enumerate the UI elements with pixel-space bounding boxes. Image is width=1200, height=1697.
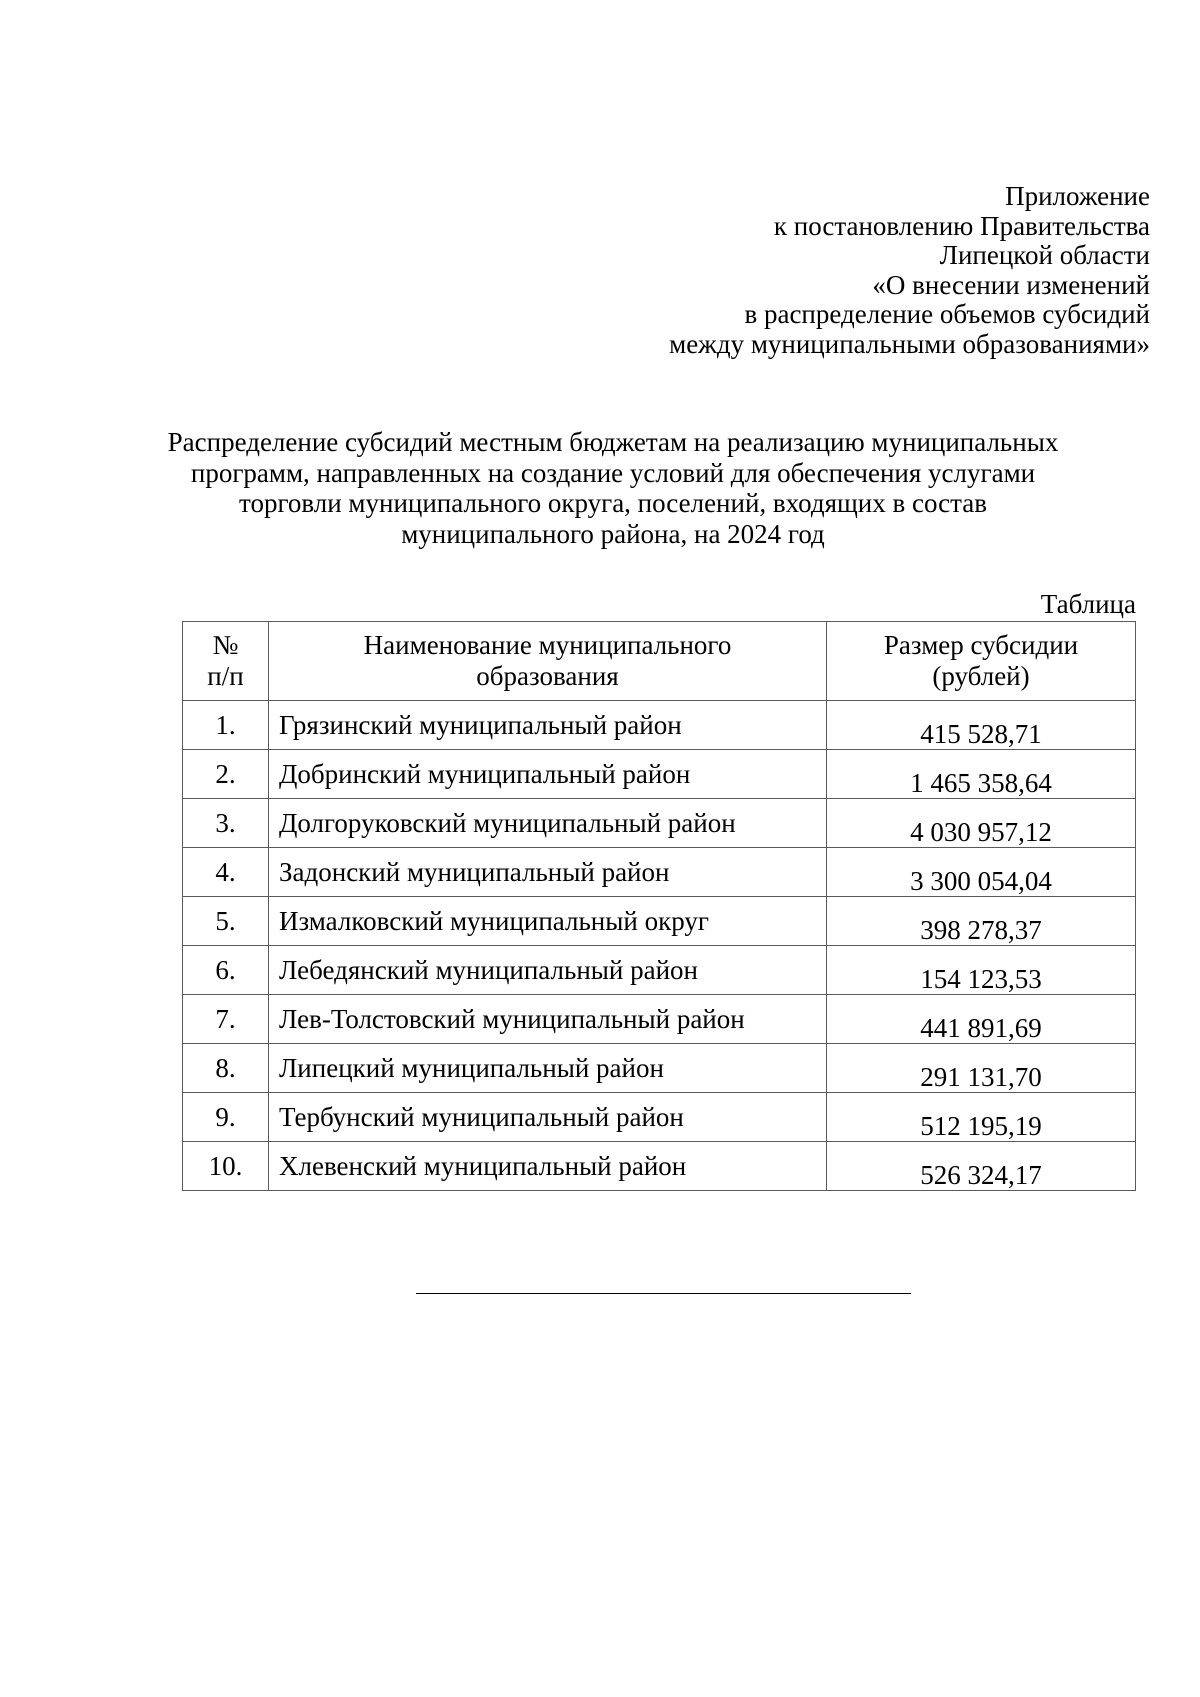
appendix-line: Приложение <box>1005 181 1150 211</box>
title-line: программ, направленных на создание условий для обеспечения услугами <box>190 457 1036 488</box>
title-line: Распределение субсидий местным бюджетам на реализацию муниципальных <box>167 427 1059 457</box>
municipality-name: Лев-Толстовский муниципальный район <box>269 995 827 1044</box>
table-row <box>183 701 1136 750</box>
header-municipality <box>269 622 827 701</box>
table-row <box>183 995 1136 1044</box>
table-row <box>183 799 1136 848</box>
subsidy-amount: 512 195,19 <box>827 1093 1136 1142</box>
row-number: 9. <box>183 1093 269 1142</box>
appendix-line: к постановлению Правительства <box>773 210 1150 241</box>
subsidy-amount: 4 030 957,12 <box>827 799 1136 848</box>
header-number-abbr: п/п <box>207 661 244 691</box>
municipality-name: Грязинский муниципальный район <box>269 701 827 750</box>
subsidy-amount: 154 123,53 <box>827 946 1136 995</box>
subsidy-amount: 3 300 054,04 <box>827 848 1136 897</box>
municipality-name: Липецкий муниципальный район <box>269 1044 827 1093</box>
subsidy-amount: 441 891,69 <box>827 995 1136 1044</box>
row-number: 4. <box>183 848 269 897</box>
row-number: 10. <box>183 1142 269 1191</box>
row-number: 2. <box>183 750 269 799</box>
municipality-name: Добринский муниципальный район <box>269 750 827 799</box>
header-amount <box>827 622 1136 701</box>
title-line: муниципального района, на 2024 год <box>401 518 825 549</box>
municipality-name: Лебедянский муниципальный район <box>269 946 827 995</box>
municipality-name: Измалковский муниципальный округ <box>269 897 827 946</box>
appendix-line: «О внесении изменений <box>872 269 1150 300</box>
closing-rule <box>416 1293 911 1294</box>
row-number: 6. <box>183 946 269 995</box>
appendix-line: в распределение объемов субсидий <box>744 299 1150 329</box>
subsidy-amount: 398 278,37 <box>827 897 1136 946</box>
appendix-line: Липецкой области <box>939 240 1150 270</box>
subsidy-amount: 1 465 358,64 <box>827 750 1136 799</box>
municipality-name: Долгоруковский муниципальный район <box>269 799 827 848</box>
row-number: 3. <box>183 799 269 848</box>
header-number-symbol: № <box>212 630 239 660</box>
subsidy-table <box>182 621 1136 1191</box>
row-number: 1. <box>183 701 269 750</box>
row-number: 7. <box>183 995 269 1044</box>
header-amount-line1: Размер субсидии <box>883 630 1079 660</box>
municipality-name: Задонский муниципальный район <box>269 848 827 897</box>
header-municipality-line1: Наименование муниципального <box>363 630 732 660</box>
municipality-name: Хлевенский муниципальный район <box>269 1142 827 1191</box>
table-row <box>183 1044 1136 1093</box>
table-row <box>183 1142 1136 1191</box>
subsidy-amount: 415 528,71 <box>827 701 1136 750</box>
municipality-name: Тербунский муниципальный район <box>269 1093 827 1142</box>
subsidy-amount: 291 131,70 <box>827 1044 1136 1093</box>
appendix-line: между муниципальными образованиями» <box>669 328 1150 359</box>
title-line: торговли муниципального округа, поселений, входящих в состав <box>239 488 987 518</box>
header-amount-line2: (рублей) <box>932 661 1030 691</box>
table-caption: Таблица <box>1040 589 1136 619</box>
header-number <box>183 622 269 701</box>
table-row <box>183 750 1136 799</box>
table-row <box>183 897 1136 946</box>
document-title <box>163 427 1063 549</box>
appendix-header <box>550 182 1150 359</box>
table-header-row <box>183 622 1136 701</box>
table-row <box>183 946 1136 995</box>
row-number: 8. <box>183 1044 269 1093</box>
table-row <box>183 1093 1136 1142</box>
subsidy-amount: 526 324,17 <box>827 1142 1136 1191</box>
table-row <box>183 848 1136 897</box>
header-municipality-line2: образования <box>476 661 619 691</box>
row-number: 5. <box>183 897 269 946</box>
